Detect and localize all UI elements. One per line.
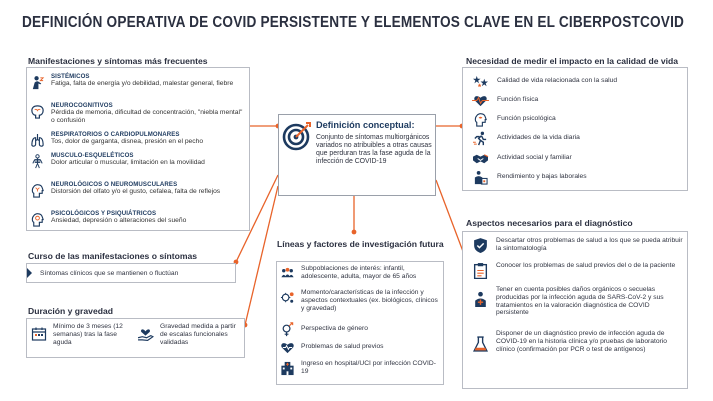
diagnostico-title: Aspectos necesarios para el diagnóstico — [466, 218, 633, 228]
lungs-icon — [30, 133, 45, 148]
people-group-icon — [280, 266, 295, 281]
duracion-item2: Gravedad medida a partir de escalas funcionales validadas — [160, 323, 236, 346]
gender-icon — [280, 322, 295, 337]
lineas-title: Líneas y factores de investigación futura — [277, 239, 444, 249]
symptom-heading: MUSCULO-ESQUELÉTICOS — [51, 152, 134, 159]
handshake-icon — [472, 151, 489, 166]
impacto-text: Actividades de la vida diaria — [497, 134, 580, 141]
definicion-text: Conjunto de síntomas multiorgánicos variados no atribuibles a otras causas que perduran tras la fase aguda de la infección de COVID-19 — [316, 134, 432, 165]
lineas-text: Momento/características de la infección y aspectos contextuales (ex. biológicos, clínicos y gravedad) — [301, 289, 438, 312]
impacto-item — [472, 93, 538, 108]
impacto-text: Función psicológica — [497, 115, 556, 122]
lineas-text: Perspectiva de género — [301, 325, 368, 332]
calendar-icon — [31, 326, 47, 342]
definicion-title: Definición conceptual: — [316, 120, 415, 130]
heartbeat-icon — [472, 93, 489, 108]
symptom-text: Ansiedad, depresión o alteraciones del sueño — [51, 217, 187, 224]
impacto-text: Calidad de vida relacionada con la salud — [497, 77, 618, 84]
hand-heart-icon — [137, 325, 154, 342]
impacto-title: Necesidad de medir el impacto en la calidad de vida — [466, 56, 679, 66]
target-icon — [282, 121, 312, 151]
lineas-item — [280, 360, 442, 376]
worker-icon — [472, 170, 489, 185]
lineas-item — [280, 322, 442, 337]
heart-monitor-icon — [280, 340, 295, 355]
lineas-text: Subpoblaciones de interés: infantil, adolescente, adulta, mayor de 65 años — [301, 265, 417, 280]
impacto-item — [472, 112, 556, 127]
lab-test-icon — [472, 336, 489, 353]
lineas-item — [280, 289, 442, 312]
symptom-heading: NEUROCOGNITIVOS — [51, 102, 113, 109]
symptom-text: Tos, dolor de garganta, disnea, presión en el pecho — [51, 138, 204, 145]
impacto-item — [472, 170, 587, 185]
running-icon — [472, 131, 489, 146]
lineas-item — [280, 265, 442, 281]
virus-cells-icon — [280, 290, 295, 305]
symptom-item-neurologicos — [30, 181, 246, 198]
diagnostico-text: Tener en cuenta posibles daños orgánicos o secuelas producidas por la infección aguda de SARS-CoV-2 y sus tratamientos en la valoración diagnóstica de COVID persistente — [496, 286, 664, 317]
patient-icon — [472, 291, 489, 308]
tired-person-icon — [30, 75, 45, 90]
symptom-text: Pérdida de memoria, dificultad de concentración, "niebla mental" o confusión — [51, 109, 243, 124]
impacto-item — [472, 74, 617, 89]
curso-bullet — [27, 268, 32, 278]
lineas-text: Ingreso en hospital/UCI por infección COVID-19 — [301, 360, 436, 375]
psych-head-icon — [30, 212, 45, 227]
shield-check-icon — [472, 237, 489, 254]
curso-text: Síntomas clínicos que se mantienen o fluctúan — [40, 270, 179, 277]
diagnostico-text: Conocer los problemas de salud previos del o de la paciente — [496, 262, 676, 269]
impacto-item — [472, 151, 572, 166]
lineas-text: Problemas de salud previos — [301, 343, 384, 350]
brain-icon — [30, 104, 45, 119]
symptom-item-psicologicos — [30, 210, 246, 227]
duracion-item1: Mínimo de 3 meses (12 semanas) tras la fase aguda — [53, 323, 123, 346]
symptom-item-musculo — [30, 152, 246, 169]
impacto-item — [472, 131, 580, 146]
impacto-text: Función física — [497, 96, 539, 103]
manifestaciones-box — [26, 67, 250, 231]
symptom-heading: PSICOLÓGICOS Y PSIQUIÁTRICOS — [51, 210, 157, 217]
symptom-heading: SISTÉMICOS — [51, 73, 90, 80]
lineas-item — [280, 340, 442, 355]
stars-icon — [472, 74, 489, 89]
symptom-text: Dolor articular o muscular, limitación en la movilidad — [51, 159, 205, 166]
curso-title: Curso de las manifestaciones o síntomas — [28, 251, 198, 261]
symptom-item-respiratorios — [30, 131, 246, 148]
symptom-item-sistemicos — [30, 73, 246, 90]
symptom-item-neurocognitivos — [30, 102, 246, 124]
symptom-text: Fatiga, falta de energía y/o debilidad, malestar general, fiebre — [51, 80, 234, 87]
diagnostico-text: Disponer de un diagnóstico previo de infección aguda de COVID-19 en la historia clínica y/o pruebas de laboratorio clínico (confirmación por PCR o test de antígenos) — [496, 330, 667, 353]
impacto-text: Rendimiento y bajas laborales — [497, 173, 587, 180]
skeleton-icon — [30, 154, 45, 169]
page-title: DEFINICIÓN OPERATIVA DE COVID PERSISTENTE Y ELEMENTOS CLAVE EN EL CIBERPOSTCOVID — [22, 14, 685, 31]
manifestaciones-title: Manifestaciones y síntomas más frecuentes — [28, 56, 208, 66]
clipboard-icon — [472, 262, 489, 279]
mind-head-icon — [472, 112, 489, 127]
hospital-icon — [280, 361, 295, 376]
head-nerves-icon — [30, 183, 45, 198]
symptom-heading: RESPIRATORIOS O CARDIOPULMONARES — [51, 131, 180, 138]
diagnostico-text: Descartar otros problemas de salud a los que se pueda atribuir la sintomatología — [496, 237, 683, 252]
impacto-text: Actividad social y familiar — [497, 154, 572, 161]
symptom-heading: NEUROLÓGICOS O NEUROMUSCULARES — [51, 181, 178, 188]
duracion-title: Duración y gravedad — [28, 306, 114, 316]
symptom-text: Distorsión del olfato y/o el gusto, cefalea, falta de reflejos — [51, 188, 221, 195]
